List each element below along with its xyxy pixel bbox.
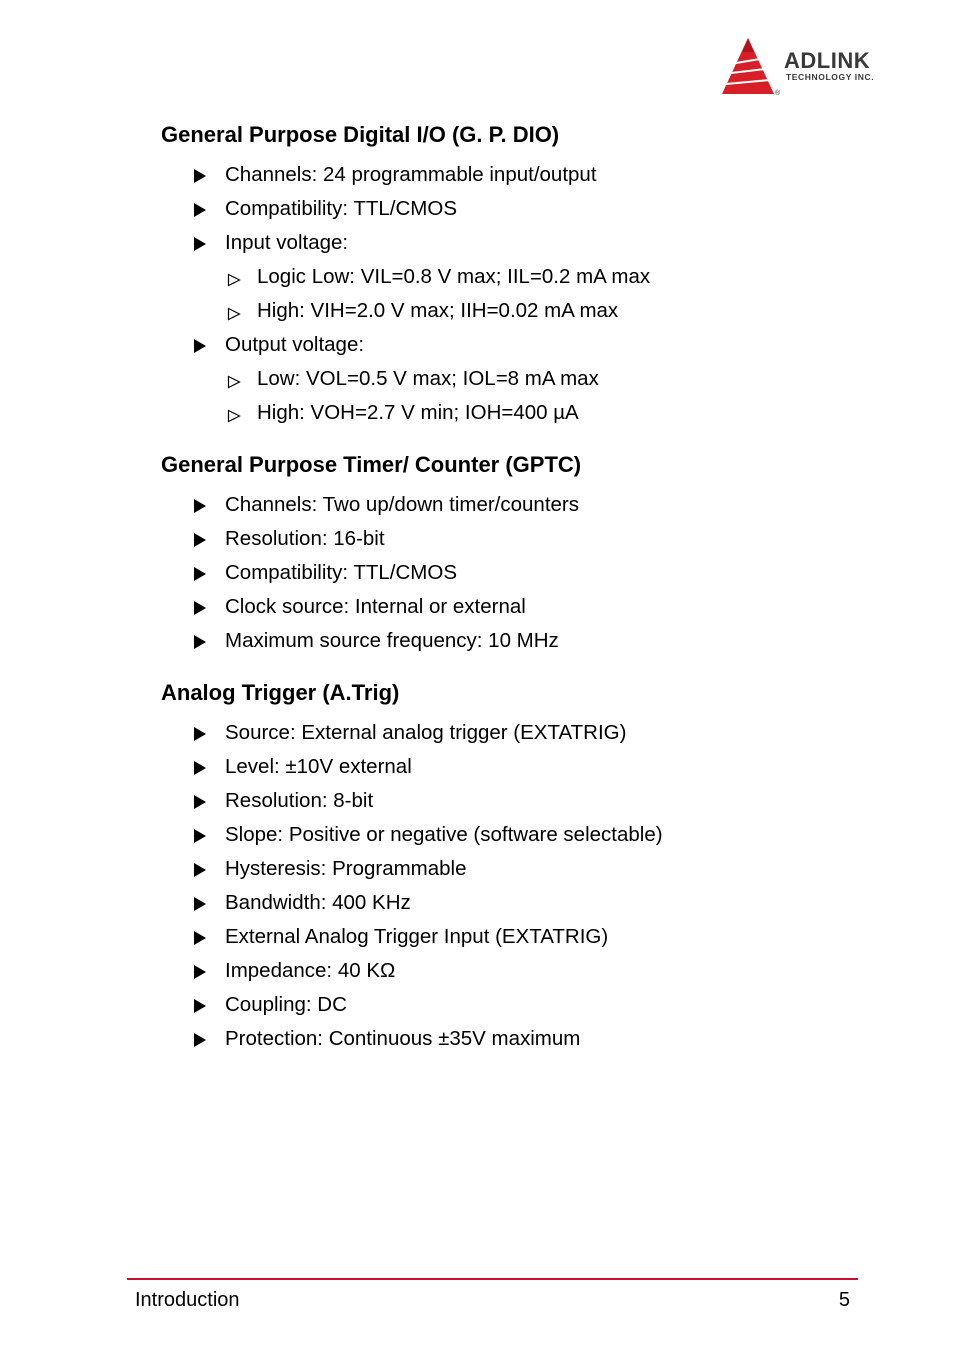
list-item: [194, 818, 861, 852]
footer-divider: [127, 1278, 858, 1280]
list-item: [194, 624, 861, 658]
item-text: Level: ±10V external: [225, 755, 412, 778]
hollow-arrow-bullet-icon: [227, 375, 241, 389]
item-text: Protection: Continuous ±35V maximum: [225, 1027, 581, 1050]
list-item: [194, 488, 861, 522]
filled-arrow-bullet-icon: [194, 567, 206, 581]
filled-arrow-bullet-icon: [194, 931, 206, 945]
item-text: Maximum source frequency: 10 MHz: [225, 629, 559, 652]
sub-list-item: [227, 294, 861, 328]
footer-chapter-label: Introduction: [135, 1289, 240, 1311]
logo-brand-text: ADLINK: [784, 48, 871, 73]
list-item: [194, 716, 861, 750]
logo-tagline-text: TECHNOLOGY INC.: [786, 72, 875, 82]
section-title: Analog Trigger (A.Trig): [161, 680, 400, 705]
item-text: Slope: Positive or negative (software selectable): [225, 823, 663, 846]
list-item: [194, 988, 861, 1022]
section-title: General Purpose Timer/ Counter (GPTC): [161, 452, 582, 477]
item-text: Resolution: 8-bit: [225, 789, 374, 812]
sub-item-text: High: VIH=2.0 V max; IIH=0.02 mA max: [257, 299, 619, 322]
item-text: Impedance: 40 KΩ: [225, 959, 396, 982]
sub-list-item: [227, 396, 861, 430]
sub-list-item: [227, 362, 861, 396]
list-item: [194, 920, 861, 954]
filled-arrow-bullet-icon: [194, 203, 206, 217]
list-item: [194, 226, 861, 328]
adlink-logo: [720, 36, 916, 100]
sub-item-text: Low: VOL=0.5 V max; IOL=8 mA max: [257, 367, 599, 390]
filled-arrow-bullet-icon: [194, 169, 206, 183]
section-title: General Purpose Digital I/O (G. P. DIO): [161, 122, 560, 147]
list-item: [194, 1022, 861, 1056]
list-item: [194, 784, 861, 818]
section-analog-trigger: [161, 676, 861, 1056]
list-item: [194, 522, 861, 556]
bullet-list: [161, 488, 861, 658]
list-item: [194, 192, 861, 226]
filled-arrow-bullet-icon: [194, 795, 206, 809]
sub-item-text: High: VOH=2.7 V min; IOH=400 µA: [257, 401, 579, 424]
bullet-list: [161, 716, 861, 1056]
item-text: Coupling: DC: [225, 993, 347, 1016]
filled-arrow-bullet-icon: [194, 829, 206, 843]
item-text: Output voltage:: [225, 333, 365, 356]
sub-item-text: Logic Low: VIL=0.8 V max; IIL=0.2 mA max: [257, 265, 651, 288]
item-text: Channels: 24 programmable input/output: [225, 163, 597, 186]
filled-arrow-bullet-icon: [194, 601, 206, 615]
hollow-arrow-bullet-icon: [227, 409, 241, 423]
filled-arrow-bullet-icon: [194, 339, 206, 353]
item-text: Input voltage:: [225, 231, 349, 254]
item-text: Channels: Two up/down timer/counters: [225, 493, 580, 516]
item-text: Source: External analog trigger (EXTATRIG): [225, 721, 627, 744]
bullet-list: [161, 158, 861, 430]
list-item: [194, 556, 861, 590]
section-gpdio: [161, 118, 861, 430]
filled-arrow-bullet-icon: [194, 533, 206, 547]
sub-list-item: [227, 260, 861, 294]
hollow-arrow-bullet-icon: [227, 307, 241, 321]
list-item: [194, 750, 861, 784]
item-text: Clock source: Internal or external: [225, 595, 526, 618]
filled-arrow-bullet-icon: [194, 237, 206, 251]
filled-arrow-bullet-icon: [194, 999, 206, 1013]
list-item: [194, 158, 861, 192]
sub-list: [225, 260, 861, 328]
adlink-triangle-icon: [720, 36, 782, 100]
section-gptc: [161, 448, 861, 658]
filled-arrow-bullet-icon: [194, 965, 206, 979]
filled-arrow-bullet-icon: [194, 499, 206, 513]
list-item: [194, 886, 861, 920]
filled-arrow-bullet-icon: [194, 897, 206, 911]
registered-mark: ®: [775, 90, 781, 97]
filled-arrow-bullet-icon: [194, 863, 206, 877]
hollow-arrow-bullet-icon: [227, 273, 241, 287]
item-text: Hysteresis: Programmable: [225, 857, 467, 880]
list-item: [194, 954, 861, 988]
item-text: Compatibility: TTL/CMOS: [225, 197, 458, 220]
list-item: [194, 328, 861, 430]
item-text: Bandwidth: 400 KHz: [225, 891, 411, 914]
filled-arrow-bullet-icon: [194, 761, 206, 775]
list-item: [194, 852, 861, 886]
filled-arrow-bullet-icon: [194, 727, 206, 741]
filled-arrow-bullet-icon: [194, 635, 206, 649]
item-text: Compatibility: TTL/CMOS: [225, 561, 458, 584]
filled-arrow-bullet-icon: [194, 1033, 206, 1047]
sub-list: [225, 362, 861, 430]
item-text: External Analog Trigger Input (EXTATRIG): [225, 925, 609, 948]
spec-content: [161, 118, 861, 1056]
list-item: [194, 590, 861, 624]
item-text: Resolution: 16-bit: [225, 527, 385, 550]
footer-page-number: 5: [838, 1289, 850, 1311]
